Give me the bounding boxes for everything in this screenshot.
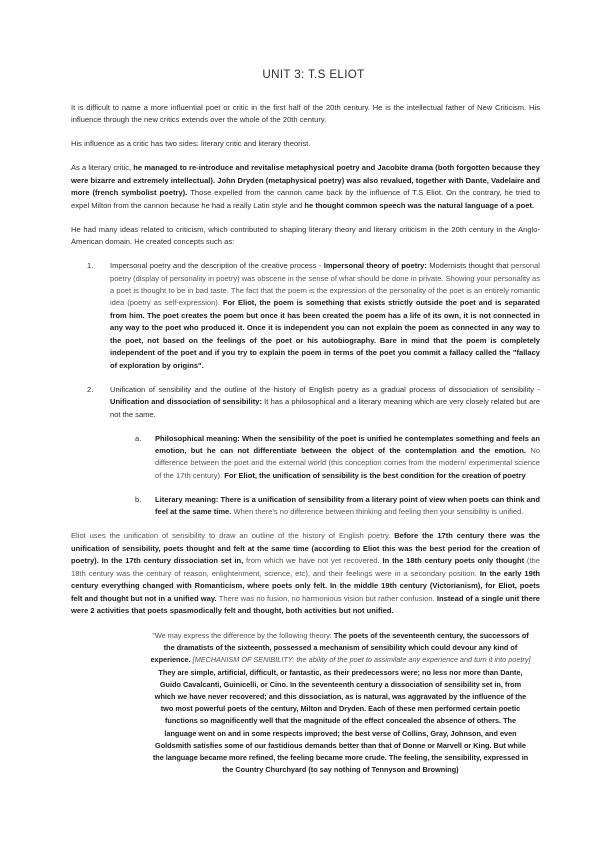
literary-critic-lead: As a literary critic,: [71, 163, 134, 173]
paragraph-intro-2-text: His influence as a critic has two sides: literary critic and literary theorist.: [71, 139, 311, 149]
list-item-1-text-bold: For Eliot, the poem is something that exists strictly outside the poet and is separated from him. The poet creates the poem but once it has been created the poem has a life of its own, it is not connected in any way to the poet who produced it. Once it is independent you can not explain the poem as connected in any way to the poet, not based on the feelings of the poet or his autobiography. Bare in mind that the poem is completely independent of the poet and if you try to explain the poem in terms of the poet you commit a fallacy called the "fallacy of exploration by origins".: [110, 298, 540, 370]
literary-critic-bold-2: he thought common speech was the natural language of a poet.: [304, 200, 535, 210]
paragraph-literary-critic: [71, 162, 540, 212]
history-bold-1: Before the 17th century there was the unification of sensibility, poets thought and felt at the same time (according to Eliot this was the best period for the creation of poetry). In the 17th century dissociation set in,: [71, 531, 540, 566]
history-text-3: (the 18th century was the century of reason, enlightenment, science, etc), and their feelings were in a secondary position.: [71, 556, 540, 578]
list-item-2: [71, 384, 540, 519]
quote-bold-1: The poets of the seventeenth century, the successors of the dramatists of the sixteenth, possessed a mechanism of sensibility which could devour any kind of experience.: [150, 630, 529, 665]
page-title: UNIT 3: T.S ELIOT: [262, 68, 365, 81]
list-item-1-text-b: personal poetry (display of personality in poetry) was obscene in the sense of what should be done in private. Showing your personality as a poet is thought to be in bad taste. The fact that the poem is the expression of the personality of the poet is an entirely romantic idea (poetry as self-expression).: [110, 261, 540, 308]
sublist-item-a-bold-1: Philosophical meaning: When the sensibility of the poet is unified he contemplates something and feels an emotion, but he can not differentiate between the object of the contemplation and the emotion.: [155, 433, 540, 455]
sublist-item-b-bold-1: Literary meaning: There is a unification of sensibility from a literary point of view when poets can think and feel at the same time.: [155, 494, 540, 517]
list-item-2-term: Unification and dissociation of sensibility:: [110, 397, 262, 407]
concepts-list: [71, 260, 540, 519]
blockquote-eliot: [71, 630, 540, 776]
list-item-1-term: Impersonal theory of poetry:: [323, 261, 427, 271]
paragraph-ideas: [71, 224, 540, 249]
paragraph-intro-1-text: It is difficult to name a more influential poet or critic in the first half of the 20th century. He is the intellectual father of New Criticism. His influence through the new critics extends over the whole of the 20th century.: [71, 103, 540, 125]
list-item-1-marker: 1.: [87, 261, 94, 271]
list-item-2-marker: 2.: [87, 384, 94, 394]
paragraph-history-outline: [71, 530, 540, 617]
sublist-item-b: [110, 494, 540, 519]
history-bold-2: In the 18th century poets only thought: [382, 556, 527, 566]
list-item-2-lead: Unification of sensibility and the outline of the history of English poetry as a gradual process of dissociation of sensibility -: [110, 384, 540, 394]
list-item-2-text: It has a philosophical and a literary meaning which are very closely related but are not the same.: [110, 397, 540, 419]
history-bold-3: In the early 19th century everything changed with Romanticism, where poets only felt. In the middle 19th century (Victorianism), for Eliot, poets felt and thought but not in a unified way.: [71, 568, 540, 603]
quote-annotation: [MECHANISM OF SENIBILITY: the ability of the poet to assimilate any experience and turn it into poetry]: [190, 655, 531, 665]
history-bold-4: Instead of a single unit there were 2 activities that poets spasmodically felt and thought, both activities but not unified.: [71, 593, 540, 615]
sublist-item-a-bold-2: For Eliot, the unification of sensibility is the best condition for the creation of poetry: [224, 470, 526, 480]
list-item-1-text-a: Modernists thought that: [426, 261, 512, 271]
literary-critic-bold-1: he managed to re-introduce and revitalise metaphysical poetry and Jacobite drama (both forgotten because they were bizarre and extremely intellectual). John Dryden (metaphysical poetry) was also revalued, together with Dante, Vadelaire and more (french symbolist poetry).: [71, 163, 540, 198]
sublist-item-b-text: When there's no difference between thinking and feeling then your sensibility is unified.: [231, 507, 524, 517]
paragraph-intro-2: [71, 138, 540, 150]
list-item-1: [71, 260, 540, 372]
history-text-1: Eliot uses the unification of sensibility to draw an outline of the history of English poetry.: [71, 531, 395, 541]
sublist-item-a-text: No difference between the poet and the external world (this conception comes from the modern/ experimental science of the 17th century).: [155, 445, 540, 480]
literary-critic-plain: Those expelled from the cannon came back by the influence of T.S Eliot. On the contrary, he tried to expel Milton from the cannon because he had a really Latin style and: [71, 188, 540, 210]
concepts-sublist: [110, 433, 540, 519]
quote-opening: "We may express the difference by the following theory:: [152, 630, 334, 640]
paragraph-intro-1: [71, 102, 540, 127]
history-text-2: from which we have not yet recovered.: [246, 556, 383, 566]
quote-bold-2: They are simple, artificial, difficult, or fantastic, as their predecessors were; no less nor more than Dante, Guido Cavalcanti, Guinicelli, or Cino. In the seventeenth century a dissociation of sensibility set in, from which we have never recovered; and this dissociation, as is natural, was aggravated by the influence of the two most powerful poets of the century, Milton and Dryden. Each of these men performed certain poetic functions so magnificently well that the magnitude of the effect concealed the absence of others. The language went on and in some respects improved; the best verse of Collins, Gray, Johnson, and even Goldsmith satisfies some of our fastidious demands better than that of Donne or Marvell or King. But while the language became more refined, the feeling became more crude. The feeling, the sensibility, expressed in the Country Churchyard (to say nothing of Tennyson and Browning): [152, 667, 529, 775]
list-item-1-lead: Impersonal poetry and the description of the creative process -: [110, 261, 324, 271]
sublist-item-b-marker: b.: [135, 494, 142, 504]
sublist-item-a-marker: a.: [135, 433, 142, 443]
paragraph-ideas-text: He had many ideas related to criticism, which contributed to shaping literary theory and literary criticism in the 20th century in the Anglo-American domain. He created concepts such as:: [71, 224, 540, 247]
sublist-item-a: [110, 433, 540, 483]
history-text-4: There was no fusion, no harmonious vision but rather confusion.: [218, 593, 437, 603]
